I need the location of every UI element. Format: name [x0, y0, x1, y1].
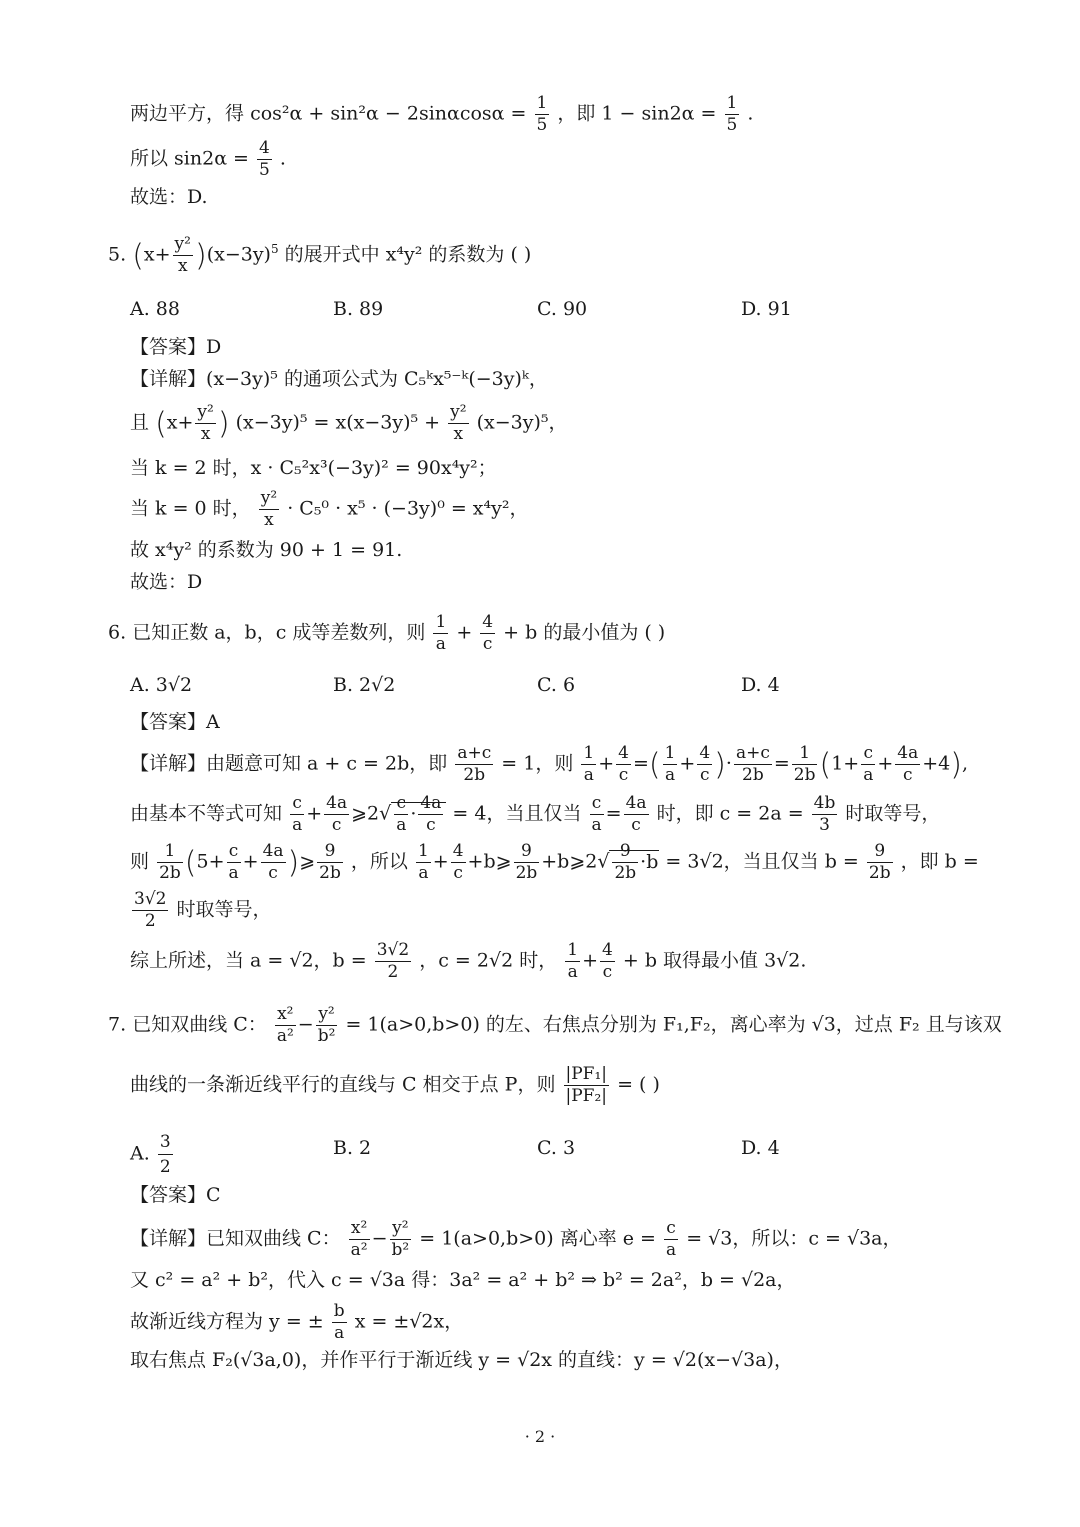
answer-label: 【答案】D [130, 336, 222, 358]
answer-label: 【答案】C [130, 1184, 221, 1206]
solution-line: 所以 sin2α = $\frac{4}{5}$ . [130, 138, 286, 180]
fraction: $\frac{\text{y²}}{x}$ [450, 402, 467, 444]
fraction: $\frac{1}{5}$ [726, 93, 738, 135]
solution-line: 【详解】(x−3y)⁵ 的通项公式为 C₅ᵏx⁵⁻ᵏ(−3y)ᵏ， [130, 368, 548, 390]
solution-line: 当 k = 0 时， $\frac{\text{y²}}{x}$ · C₅⁰ · x⁵ · (−3y)⁰ = x⁴y²， [130, 488, 529, 530]
solution-line: 取右焦点 F₂(√3a,0)，并作平行于渐近线 y = √2x 的直线：y = √2(x−√3a)， [130, 1349, 793, 1371]
question-5-stem: 5. (x+ $\frac{\text{y²}}{x}$ )$(x-3y)^5$ 的展开式中 x⁴y² 的系数为 ( ) [108, 234, 532, 276]
solution-choice: 故选：D. [130, 186, 208, 208]
solution-line: 由基本不等式可知 $\frac{c}{a}$ + $\frac{4a}{c}$ ⩾2√ $\frac{c}{a}$ · $\frac{4a}{c}$ = 4，当且仅当 $\frac{c}{a}$ = $\frac{4a}{c}$ 时，即 c = 2a = $\frac{4b}{3}$ 时取等号， [130, 793, 941, 835]
solution-line: 【详解】已知双曲线 C： $\frac{\text{x²}}{\text{a²}}$ − $\frac{\text{y²}}{\text{b²}}$ = 1(a>0,b>0) 离心率 e = $\frac{c}{a}$ = √3，所以：c = √3a， [130, 1218, 902, 1260]
option-c: C. 3 [537, 1137, 576, 1159]
solution-line: 当 k = 2 时，x · C₅²x³(−3y)² = 90x⁴y²； [130, 457, 497, 479]
question-7-stem: 7. 已知双曲线 C： $\frac{\text{x²}}{\text{a²}}$ − $\frac{\text{y²}}{\text{b²}}$ = 1(a>0,b>0) 的左、右焦点分别为 F₁,F₂，离心率为 √3，过点 F₂ 且与该双 [108, 1004, 1002, 1046]
solution-line: 两边平方，得 cos²α + sin²α − 2sinαcosα = $\frac{1}{5}$ ，即 1 − sin2α = $\frac{1}{5}$ . [130, 93, 754, 135]
solution-line: 且 (x+ $\frac{\text{y²}}{x}$ ) (x−3y)⁵ = x(x−3y)⁵ + $\frac{\text{y²}}{x}$ (x−3y)⁵， [130, 402, 568, 444]
fraction: $\frac{\text{y²}}{x}$ [197, 402, 214, 444]
solution-choice: 故选：D [130, 571, 203, 593]
solution-line: 又 c² = a² + b²，代入 c = √3a 得：3a² = a² + b² ⇒ b² = 2a²，b = √2a， [130, 1269, 796, 1291]
option-a: A. 88 [130, 298, 180, 320]
solution-line: 故 x⁴y² 的系数为 90 + 1 = 91. [130, 539, 403, 561]
fraction: $\frac{4}{5}$ [259, 138, 270, 180]
option-b: B. 2√2 [333, 674, 396, 696]
solution-line: 则 $\frac{1}{2b}$ (5+ $\frac{c}{a}$ + $\frac{4a}{c}$ )⩾ $\frac{9}{2b}$ ，所以 $\frac{1}{a}$ + $\frac{4}{c}$ +b⩾ $\frac{9}{2b}$ +b⩾2√ $\frac{9}{2b}$ ·b = 3√2，当且仅当 b = $\frac{9}{2b}$ ，即 b = [130, 841, 979, 883]
solution-line: 故渐近线方程为 y = ± $\frac{b}{a}$ x = ±√2x， [130, 1301, 464, 1343]
option-c: C. 6 [537, 674, 576, 696]
option-d: D. 4 [741, 1137, 780, 1159]
option-c: C. 90 [537, 298, 588, 320]
fraction: $\frac{1}{5}$ [536, 93, 548, 135]
answer-label: 【答案】A [130, 711, 220, 733]
question-7-stem-cont: 曲线的一条渐近线平行的直线与 C 相交于点 P，则 $\frac{\text{|PF₁|}}{\text{|PF₂|}}$ = ( ) [130, 1064, 660, 1106]
fraction: $\frac{\text{y²}}{x}$ [260, 488, 278, 530]
question-6-stem: 6. 已知正数 a，b，c 成等差数列，则 $\frac{1}{a}$ + $\frac{4}{c}$ + b 的最小值为 ( ) [108, 612, 666, 654]
solution-line: 【详解】由题意可知 a + c = 2b，即 $\frac{a+c}{2b}$ = 1，则 $\frac{1}{a}$ + $\frac{4}{c}$ =( $\frac{1}{a}$ + $\frac{4}{c}$ )· $\frac{a+c}{2b}$ = $\frac{1}{2b}$ (1+ $\frac{c}{a}$ + $\frac{4a}{c}$ +4), [130, 743, 968, 785]
page-number: · 2 · [524, 1427, 556, 1446]
option-d: D. 4 [741, 674, 780, 696]
fraction: $\frac{\text{y²}}{x}$ [174, 234, 191, 276]
option-a: A. 3√2 [130, 674, 193, 696]
option-b: B. 89 [333, 298, 384, 320]
solution-line: $\frac{3√2}{2}$ 时取等号， [134, 889, 272, 931]
option-a: A. $\frac{3}{2}$ [130, 1132, 171, 1177]
option-d: D. 91 [741, 298, 792, 320]
option-b: B. 2 [333, 1137, 372, 1159]
solution-line: 综上所述，当 a = √2，b = $\frac{3√2}{2}$ ，c = 2√2 时， $\frac{1}{a}$ + $\frac{4}{c}$ + b 取得最小值 3√2. [130, 940, 807, 982]
